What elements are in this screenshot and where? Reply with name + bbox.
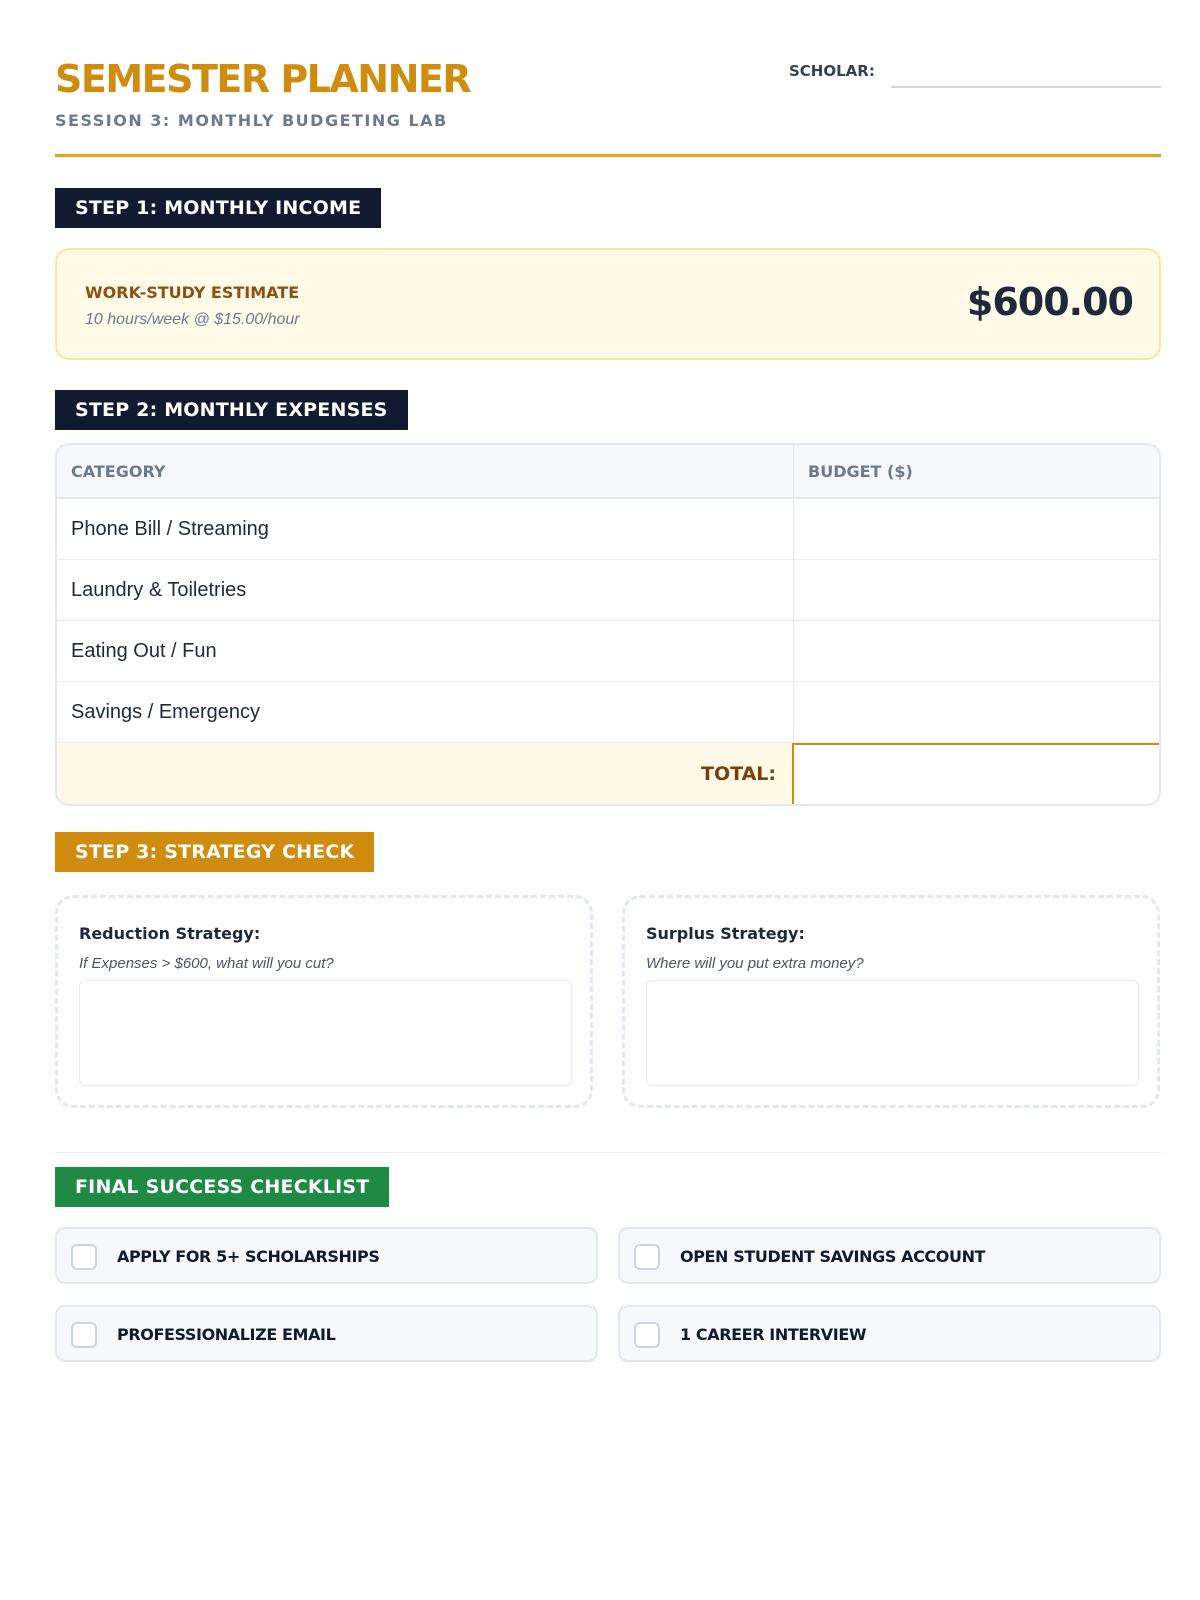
expense-category: Savings / Emergency	[57, 682, 794, 742]
table-row	[57, 682, 1159, 743]
table-row	[57, 621, 1159, 682]
expense-category: Laundry & Toiletries	[57, 560, 794, 620]
total-budget-input[interactable]	[794, 743, 1159, 804]
checkbox[interactable]	[71, 1244, 97, 1270]
checkbox[interactable]	[634, 1322, 660, 1348]
reduction-strategy-box	[55, 895, 593, 1108]
table-header-row	[57, 445, 1159, 499]
surplus-strategy-hint: Where will you put extra money?	[646, 955, 864, 972]
table-row	[57, 499, 1159, 560]
income-detail: 10 hours/week @ $15.00/hour	[85, 311, 300, 328]
surplus-strategy-title: Surplus Strategy:	[646, 924, 805, 943]
worksheet-page	[55, 0, 1161, 1344]
table-row	[57, 560, 1159, 621]
reduction-strategy-title: Reduction Strategy:	[79, 924, 261, 943]
reduction-strategy-input[interactable]	[79, 980, 572, 1086]
section-divider	[55, 1152, 1161, 1153]
scholar-label: SCHOLAR:	[789, 62, 875, 80]
page-title: SEMESTER PLANNER	[55, 57, 471, 101]
income-card	[55, 248, 1161, 360]
checklist-item-label: APPLY FOR 5+ SCHOLARSHIPS	[117, 1247, 380, 1266]
checklist-item[interactable]	[55, 1227, 598, 1284]
checklist-item-label: PROFESSIONALIZE EMAIL	[117, 1325, 336, 1344]
column-header-category: CATEGORY	[57, 445, 794, 497]
expenses-table	[55, 443, 1161, 806]
checklist-item[interactable]	[55, 1305, 598, 1362]
surplus-strategy-box	[622, 895, 1160, 1108]
step3-heading: STEP 3: STRATEGY CHECK	[55, 832, 374, 872]
checkbox[interactable]	[71, 1322, 97, 1348]
checkbox[interactable]	[634, 1244, 660, 1270]
checklist-item[interactable]	[618, 1227, 1161, 1284]
checklist-item-label: 1 CAREER INTERVIEW	[680, 1325, 867, 1344]
expense-budget-input[interactable]	[794, 560, 1159, 620]
step2-heading: STEP 2: MONTHLY EXPENSES	[55, 390, 408, 430]
reduction-strategy-hint: If Expenses > $600, what will you cut?	[79, 955, 334, 972]
surplus-strategy-input[interactable]	[646, 980, 1139, 1086]
income-label: WORK-STUDY ESTIMATE	[85, 283, 300, 302]
column-header-budget: BUDGET ($)	[808, 461, 913, 481]
step1-heading: STEP 1: MONTHLY INCOME	[55, 188, 381, 228]
checklist-item[interactable]	[618, 1305, 1161, 1362]
total-label: TOTAL:	[57, 743, 794, 804]
income-amount: $600.00	[966, 280, 1133, 324]
scholar-name-field[interactable]	[891, 86, 1161, 88]
expense-budget-input[interactable]	[794, 621, 1159, 681]
page-subtitle: SESSION 3: MONTHLY BUDGETING LAB	[55, 111, 448, 130]
page-header	[55, 0, 1161, 157]
expense-budget-input[interactable]	[794, 499, 1159, 559]
expense-category: Phone Bill / Streaming	[57, 499, 794, 559]
expense-budget-input[interactable]	[794, 682, 1159, 742]
checklist-heading: FINAL SUCCESS CHECKLIST	[55, 1167, 389, 1207]
table-total-row	[57, 743, 1159, 804]
expense-category: Eating Out / Fun	[57, 621, 794, 681]
checklist-item-label: OPEN STUDENT SAVINGS ACCOUNT	[680, 1247, 986, 1266]
